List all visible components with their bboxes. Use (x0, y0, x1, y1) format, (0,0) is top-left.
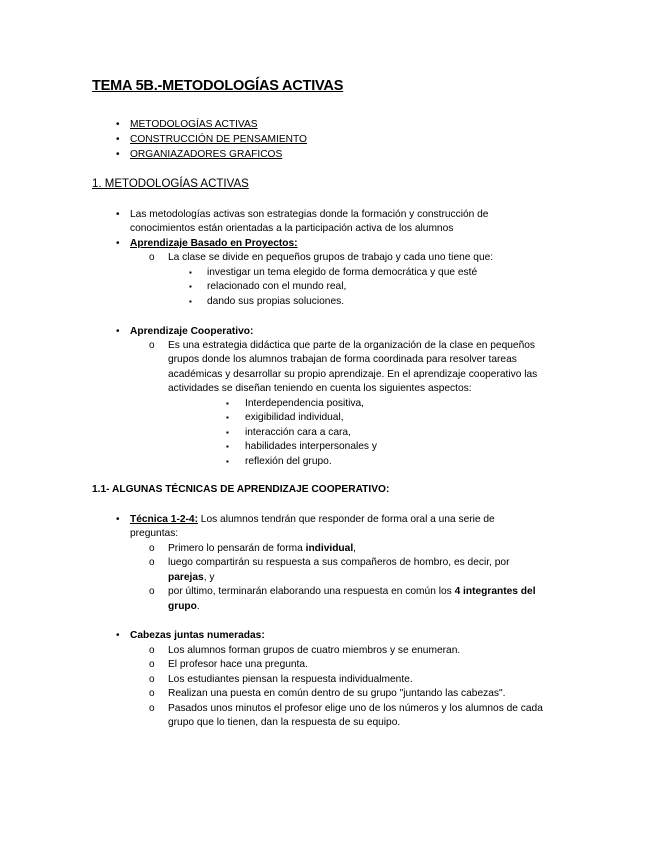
list-item: exigibilidad individual, (245, 412, 344, 423)
square-bullet-icon: ▪ (226, 442, 229, 451)
list-item (130, 513, 495, 528)
list-item: dando sus propias soluciones. (207, 296, 345, 307)
square-bullet-icon: ▪ (226, 457, 229, 466)
bullet-icon: • (116, 134, 120, 145)
circle-bullet-icon: o (149, 703, 155, 714)
list-item: habilidades interpersonales y (245, 441, 377, 452)
toc-item: ORGANIAZADORES GRAFICOS (130, 149, 283, 160)
list-item (168, 585, 536, 600)
list-item: El profesor hace una pregunta. (168, 659, 308, 670)
list-item: Pasados unos minutos el profesor elige uno de los números y los alumnos de cada (168, 703, 543, 714)
list-item-cont (168, 600, 200, 615)
bullet-icon: • (116, 149, 120, 160)
circle-bullet-icon: o (149, 645, 155, 656)
square-bullet-icon: ▪ (189, 268, 192, 277)
square-bullet-icon: ▪ (189, 282, 192, 291)
bullet-icon: • (116, 514, 120, 525)
bold-text: parejas (168, 572, 204, 583)
circle-bullet-icon: o (149, 674, 155, 685)
list-label: Aprendizaje Cooperativo: (130, 326, 254, 337)
page-title: TEMA 5B.-METODOLOGÍAS ACTIVAS (92, 78, 344, 94)
paragraph-line: actividades se diseñan teniendo en cuenta los siguientes aspectos: (168, 383, 472, 394)
paragraph-line: grupos donde los alumnos trabajan de forma coordinada para resolver tareas (168, 354, 517, 365)
list-label: 1-2-4: (167, 514, 198, 525)
list-item-cont (168, 571, 214, 586)
circle-bullet-icon: o (149, 586, 155, 597)
bullet-icon: • (116, 630, 120, 641)
list-item: reflexión del grupo. (245, 456, 332, 467)
bold-text: 4 integrantes del (454, 586, 536, 597)
bullet-icon: • (116, 326, 120, 337)
list-text: Primero lo pensarán de forma (168, 543, 306, 554)
list-item (168, 542, 356, 557)
square-bullet-icon: ▪ (226, 428, 229, 437)
list-item: luego compartirán su respuesta a sus compañeros de hombro, es decir, por (168, 557, 510, 568)
circle-bullet-icon: o (149, 340, 155, 351)
square-bullet-icon: ▪ (226, 413, 229, 422)
bullet-icon: • (116, 238, 120, 249)
paragraph-line: conocimientos están orientadas a la participación activa de los alumnos (130, 223, 454, 234)
list-text: , y (203, 572, 215, 583)
paragraph-line: preguntas: (130, 528, 179, 539)
toc-item: CONSTRUCCIÓN DE PENSAMIENTO (130, 134, 307, 145)
list-item-cont: grupo que lo tienen, dan la respuesta de su equipo. (168, 717, 401, 728)
list-text: . (196, 601, 200, 612)
circle-bullet-icon: o (149, 557, 155, 568)
paragraph-line: Es una estrategia didáctica que parte de la organización de la clase en pequeños (168, 340, 536, 351)
circle-bullet-icon: o (149, 659, 155, 670)
list-item: Realizan una puesta en común dentro de su grupo "juntando las cabezas". (168, 688, 506, 699)
list-item: Los alumnos forman grupos de cuatro miembros y se enumeran. (168, 645, 461, 656)
bold-text: grupo (168, 601, 197, 612)
bullet-icon: • (116, 209, 120, 220)
bullet-icon: • (116, 119, 120, 130)
list-item: relacionado con el mundo real, (207, 281, 347, 292)
list-label: Aprendizaje Basado en Proyectos: (130, 238, 298, 249)
section-heading: 1. METODOLOGÍAS ACTIVAS (92, 178, 249, 190)
list-item: Interdependencia positiva, (245, 398, 364, 409)
list-label: Cabezas juntas numeradas: (130, 630, 265, 641)
list-item: investigar un tema elegido de forma democrática y que esté (207, 267, 478, 278)
list-text: por último, terminarán elaborando una respuesta en común los (168, 586, 455, 597)
paragraph-line: académicas y desarrollar su propio aprendizaje. En el aprendizaje cooperativo las (168, 369, 538, 380)
list-text: , (353, 543, 356, 554)
paragraph-line: Las metodologías activas son estrategias donde la formación y construcción de (130, 209, 489, 220)
list-text: Los alumnos tendrán que responder de forma oral a una serie de (197, 514, 495, 525)
square-bullet-icon: ▪ (226, 399, 229, 408)
bold-text: individual (305, 543, 354, 554)
subsection-heading: 1.1- ALGUNAS TÉCNICAS DE APRENDIZAJE COOPERATIVO: (92, 484, 390, 495)
circle-bullet-icon: o (149, 543, 155, 554)
toc-item: METODOLOGÍAS ACTIVAS (130, 119, 258, 130)
circle-bullet-icon: o (149, 252, 155, 263)
list-item: Los estudiantes piensan la respuesta individualmente. (168, 674, 413, 685)
list-item: La clase se divide en pequeños grupos de trabajo y cada uno tiene que: (168, 252, 494, 263)
list-label: Técnica (130, 514, 168, 525)
square-bullet-icon: ▪ (189, 297, 192, 306)
list-item: interacción cara a cara, (245, 427, 351, 438)
circle-bullet-icon: o (149, 688, 155, 699)
